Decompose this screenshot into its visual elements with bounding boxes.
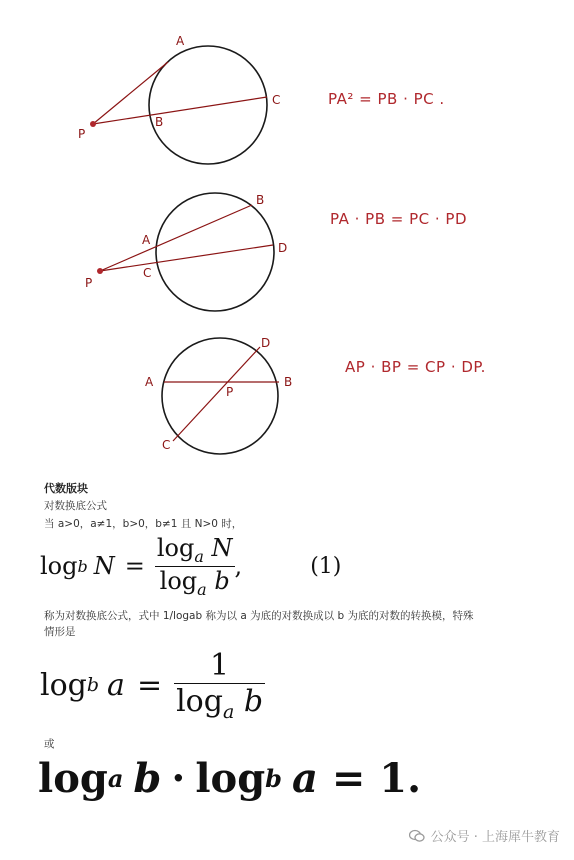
base-a: a xyxy=(197,579,207,599)
rhs-value: = 1. xyxy=(331,754,422,802)
explanation-line-2: 情形是 xyxy=(44,626,76,638)
var-b: b xyxy=(214,566,230,595)
watermark-text: 公众号 · 上海犀牛教育 xyxy=(430,830,560,845)
point-p xyxy=(97,268,103,274)
label-d: D xyxy=(278,241,288,255)
line-pd xyxy=(100,245,273,271)
circle-2 xyxy=(156,193,274,311)
var-n: N xyxy=(93,552,115,580)
fraction xyxy=(155,534,235,599)
diagram-3 xyxy=(145,336,486,454)
var-b: b xyxy=(243,683,264,719)
log-text: log xyxy=(156,533,195,562)
base-a: a xyxy=(107,763,124,793)
label-p: P xyxy=(226,385,234,399)
var-a: a xyxy=(291,754,318,802)
subtitle: 对数换底公式 xyxy=(44,500,107,512)
label-a: A xyxy=(142,233,151,247)
label-b: B xyxy=(284,375,293,389)
log-text: log xyxy=(195,754,266,802)
label-a: A xyxy=(176,34,185,48)
formula-1: PA² = PB · PC . xyxy=(328,90,445,108)
equation-number: (1) xyxy=(310,553,342,579)
var-a: a xyxy=(107,667,125,703)
base-b: b xyxy=(77,556,88,576)
log-text: log xyxy=(176,683,223,719)
diagram-1 xyxy=(78,34,445,164)
equals-sign: = xyxy=(136,667,163,703)
comma: , xyxy=(234,552,243,580)
label-b: B xyxy=(155,115,164,129)
watermark xyxy=(409,826,560,845)
base-a: a xyxy=(222,700,235,723)
line-pb xyxy=(100,205,252,271)
circle-3 xyxy=(162,338,278,454)
condition-text: 当 a>0，a≠1，b>0，b≠1 且 N>0 时， xyxy=(44,518,243,530)
or-text: 或 xyxy=(44,738,55,750)
chord-cd xyxy=(173,347,260,441)
label-b: B xyxy=(256,193,265,207)
formula-2: PA · PB = PC · PD xyxy=(330,210,468,228)
log-text: log xyxy=(38,754,108,802)
log-text: log xyxy=(40,552,78,580)
log-text: log xyxy=(40,667,87,703)
numerator-one: 1 xyxy=(210,647,230,683)
var-n: N xyxy=(211,533,233,562)
point-p xyxy=(90,121,96,127)
diagram-2 xyxy=(85,193,467,311)
base-a: a xyxy=(194,546,204,566)
label-c: C xyxy=(162,438,171,452)
formula-3: AP · BP = CP · DP. xyxy=(345,358,486,376)
wechat-icon xyxy=(409,829,425,843)
line-pc xyxy=(93,97,267,124)
label-d: D xyxy=(261,336,271,350)
fraction xyxy=(174,648,265,723)
base-b: b xyxy=(265,763,282,793)
section-title: 代数版块 xyxy=(44,482,88,495)
label-p: P xyxy=(85,276,93,290)
label-a: A xyxy=(145,375,154,389)
var-b: b xyxy=(133,754,162,802)
label-c: C xyxy=(272,93,281,107)
log-text: log xyxy=(159,566,198,595)
explanation-line-1: 称为对数换底公式，式中 1/logab 称为以 a 为底的对数换成以 b 为底的对数的转换模，特殊 xyxy=(44,610,474,622)
label-p: P xyxy=(78,127,86,141)
equals-sign: = xyxy=(124,552,145,580)
dot-operator: · xyxy=(171,754,186,802)
formula-reciprocal xyxy=(40,646,265,724)
base-b: b xyxy=(86,674,100,696)
label-c: C xyxy=(143,266,152,280)
formula-change-of-base xyxy=(40,533,342,599)
formula-product xyxy=(38,748,421,808)
